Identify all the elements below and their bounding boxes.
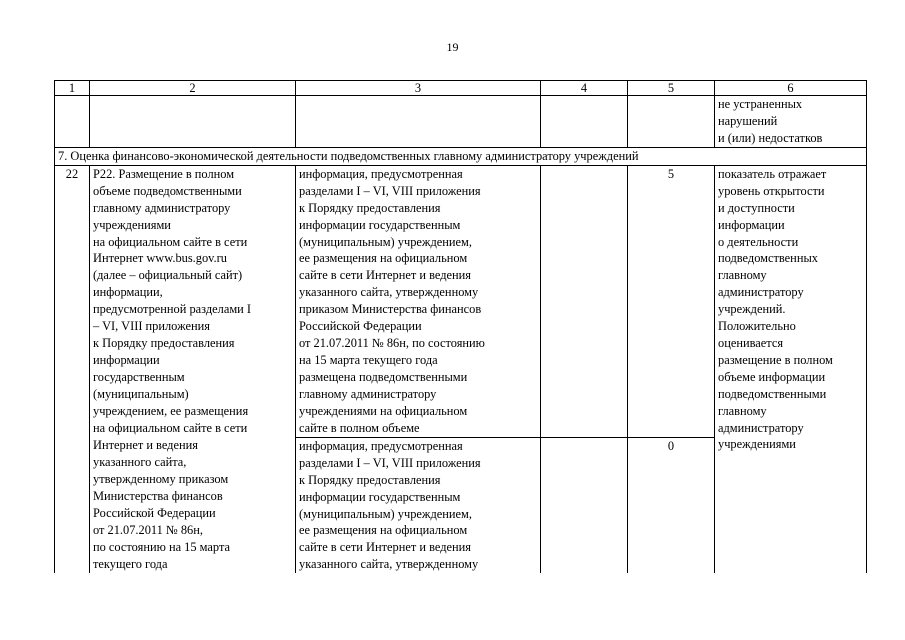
- continuation-row: [55, 96, 867, 148]
- condition-text: информация, предусмотренная разделами I – VI, VIII приложения к Порядку предоставления информации государственным (муниципальным) учреждением, ее размещения на официальном сайте в сети Интернет и ведения указанного сайта, утвержденному: [296, 437, 541, 573]
- criteria-table: [54, 80, 867, 573]
- table-cell: [541, 165, 628, 437]
- table-cell: [90, 96, 296, 148]
- score-value: 5: [628, 165, 715, 437]
- column-number: 3: [296, 81, 541, 96]
- table-cell: [296, 96, 541, 148]
- section-title: 7. Оценка финансово-экономической деятельности подведомственных главному администратору учреждений: [55, 148, 867, 166]
- row-number: 22: [55, 165, 90, 573]
- score-value: 0: [628, 437, 715, 573]
- indicator-description: P22. Размещение в полном объеме подведомственными главному администратору учреждениями на официальном сайте в сети Интернет www.bus.gov.ru (далее – официальный сайт) информации, предусмотренной разделами I – VI, VIII приложения к Порядку предоставления информации государственным (муниципальным) учреждением, ее размещения на официальном сайте в сети: [90, 165, 296, 437]
- column-number: 6: [715, 81, 867, 96]
- continuation-comment: не устраненных нарушений и (или) недостатков: [715, 96, 867, 148]
- table-cell: [541, 96, 628, 148]
- table-cell: [541, 437, 628, 573]
- indicator-comment: показатель отражает уровень открытости и доступности информации о деятельности подведомственных главному администратору учреждений. Положительно оценивается размещение в полном объеме информации подведомственными главному администратору учреждениями: [715, 165, 867, 573]
- condition-text: информация, предусмотренная разделами I – VI, VIII приложения к Порядку предоставления информации государственным (муниципальным) учреждением, ее размещения на официальном сайте в сети Интернет и ведения указанного сайта, утвержденному приказом Министерства финансов Российской Федерации от 21.07.2011 № 86н, по состоянию на 15 марта текущего года размещена подведомственными главному администратору учреждениями на официальном сайте в полном объеме: [296, 165, 541, 437]
- column-number: 4: [541, 81, 628, 96]
- table-cell: [628, 96, 715, 148]
- table-row: [55, 165, 867, 437]
- table-cell: [55, 96, 90, 148]
- page-number: 19: [446, 40, 459, 54]
- column-number-row: [55, 81, 867, 96]
- section-row: [55, 148, 867, 166]
- column-number: 2: [90, 81, 296, 96]
- indicator-description-continued: Интернет и ведения указанного сайта, утвержденному приказом Министерства финансов Российской Федерации от 21.07.2011 № 86н, по состоянию на 15 марта текущего года: [90, 437, 296, 573]
- column-number: 1: [55, 81, 90, 96]
- column-number: 5: [628, 81, 715, 96]
